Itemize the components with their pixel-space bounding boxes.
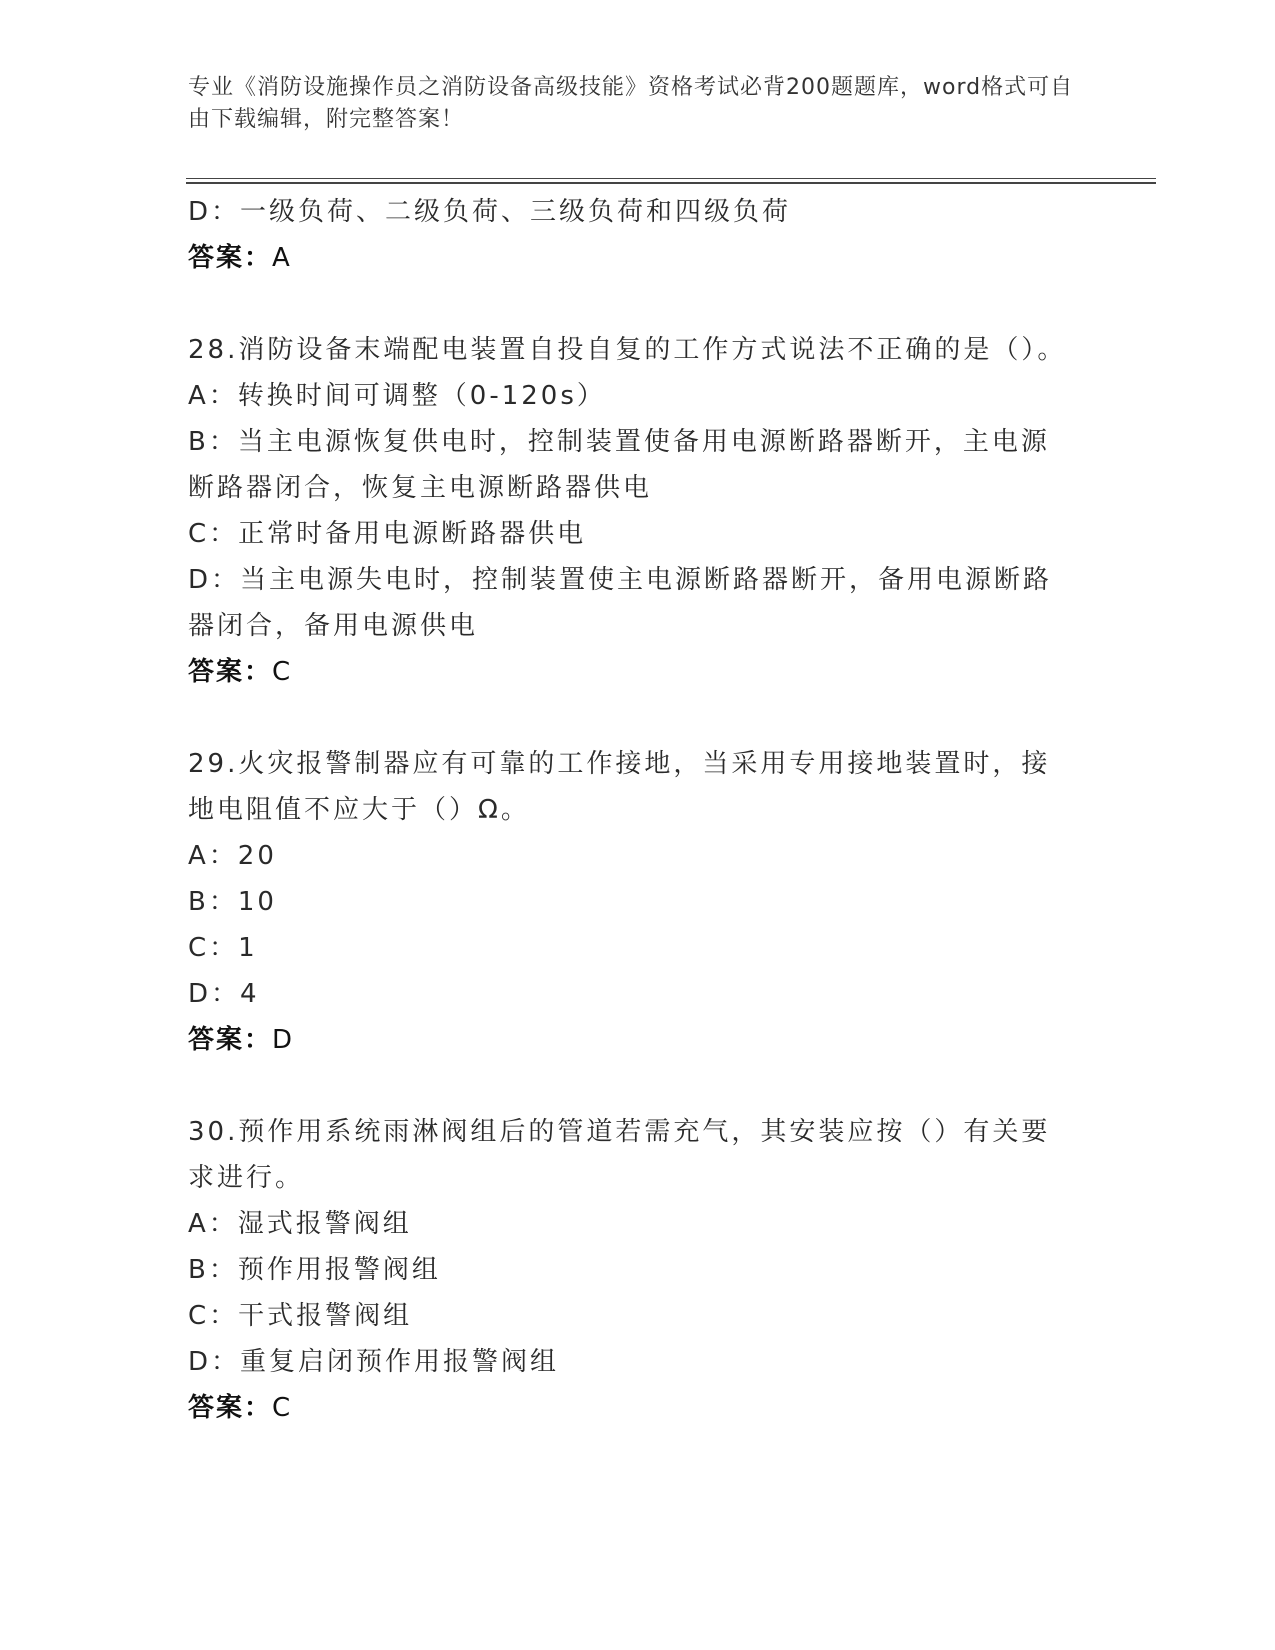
option-b: B：当主电源恢复供电时，控制装置使备用电源断路器断开，主电源断路器闭合，恢复主电源断路器供电 <box>188 427 1050 503</box>
answer-line <box>188 649 1068 695</box>
document-body <box>188 189 1068 1431</box>
option-b: B：10 <box>188 887 277 917</box>
option-d: D：重复启闭预作用报警阀组 <box>188 1347 560 1377</box>
question-30 <box>188 1109 1068 1431</box>
answer-value: C <box>272 1393 293 1423</box>
answer-value: C <box>272 657 293 687</box>
question-29 <box>188 741 1068 1063</box>
option-c: C：1 <box>188 933 258 963</box>
answer-label: 答案： <box>188 1025 273 1055</box>
answer-value: D <box>272 1025 295 1055</box>
document-header: 专业《消防设施操作员之消防设备高级技能》资格考试必背200题题库，word格式可自由下载编辑，附完整答案！ <box>188 75 1074 132</box>
answer-value: A <box>272 243 292 273</box>
option-c: C：干式报警阀组 <box>188 1301 413 1331</box>
question-stem: 28.消防设备末端配电装置自投自复的工作方式说法不正确的是（）。 <box>188 335 1067 365</box>
answer-line <box>188 235 1068 281</box>
answer-line <box>188 1385 1068 1431</box>
option-d: D：4 <box>188 979 260 1009</box>
option-a: A：20 <box>188 841 277 871</box>
question-stem: 30.预作用系统雨淋阀组后的管道若需充气，其安装应按（）有关要求进行。 <box>188 1117 1051 1193</box>
option-d: D：一级负荷、二级负荷、三级负荷和四级负荷 <box>188 197 792 227</box>
option-a: A：湿式报警阀组 <box>188 1209 412 1239</box>
answer-label: 答案： <box>188 243 273 273</box>
option-b: B：预作用报警阀组 <box>188 1255 441 1285</box>
answer-label: 答案： <box>188 1393 273 1423</box>
option-d: D：当主电源失电时，控制装置使主电源断路器断开，备用电源断路器闭合，备用电源供电 <box>188 565 1053 641</box>
header-divider-thin <box>186 178 1156 179</box>
question-28 <box>188 327 1068 695</box>
option-a: A：转换时间可调整（0-120s） <box>188 381 606 411</box>
header-divider-thick <box>186 182 1156 184</box>
option-c: C：正常时备用电源断路器供电 <box>188 519 587 549</box>
answer-line <box>188 1017 1068 1063</box>
answer-label: 答案： <box>188 657 273 687</box>
question-stem: 29.火灾报警制器应有可靠的工作接地，当采用专用接地装置时，接地电阻值不应大于（）Ω。 <box>188 749 1051 825</box>
